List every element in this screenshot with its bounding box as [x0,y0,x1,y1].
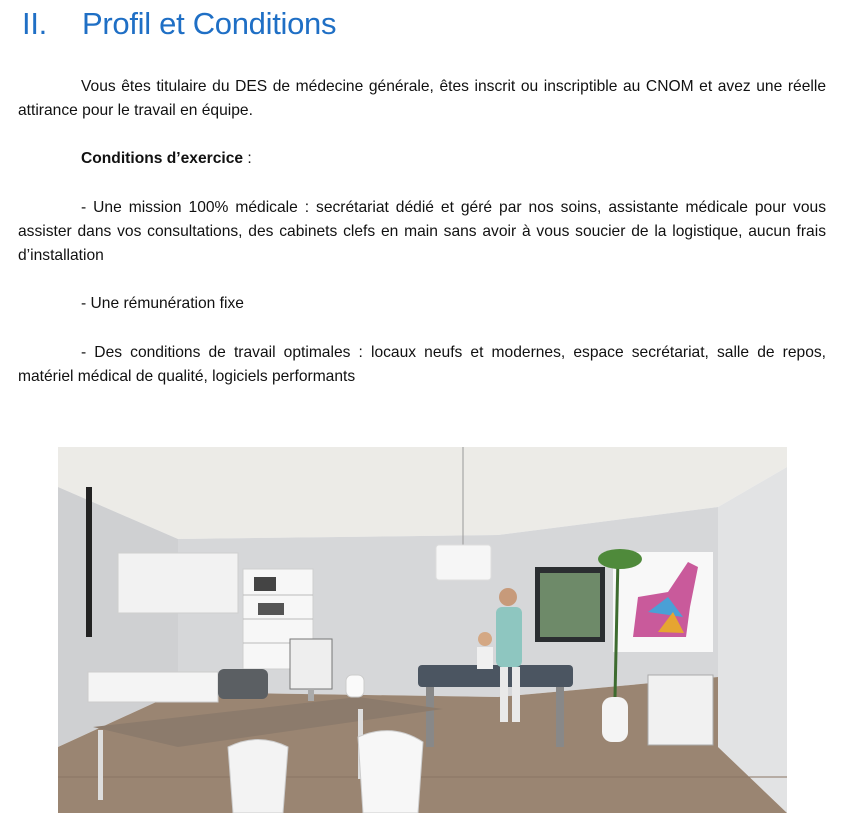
office-rendering-image [58,447,787,813]
section-heading [22,6,336,42]
conditions-colon: : [243,150,252,167]
condition-item-mission: - Une mission 100% médicale : secrétariat dédié et géré par nos soins, assistante médicale pour vous assister dans vos consultations, des cabinets clefs en main sans avoir à vous soucier de la logistique, aucun frais d’installation [18,199,826,264]
condition-item-remuneration: - Une rémunération fixe [81,295,244,312]
condition-item-working-conditions: - Des conditions de travail optimales : locaux neufs et modernes, espace secrétariat, salle de repos, matériel médical de qualité, logiciels performants [18,344,826,385]
conditions-heading: Conditions d’exercice [81,150,244,167]
section-title: Profil et Conditions [82,6,337,41]
section-number: II. [22,6,47,41]
conditions-heading-line [18,147,826,171]
intro-paragraph: Vous êtes titulaire du DES de médecine générale, êtes inscrit ou inscriptible au CNOM et avez une réelle attirance pour le travail en équipe. [18,78,826,119]
